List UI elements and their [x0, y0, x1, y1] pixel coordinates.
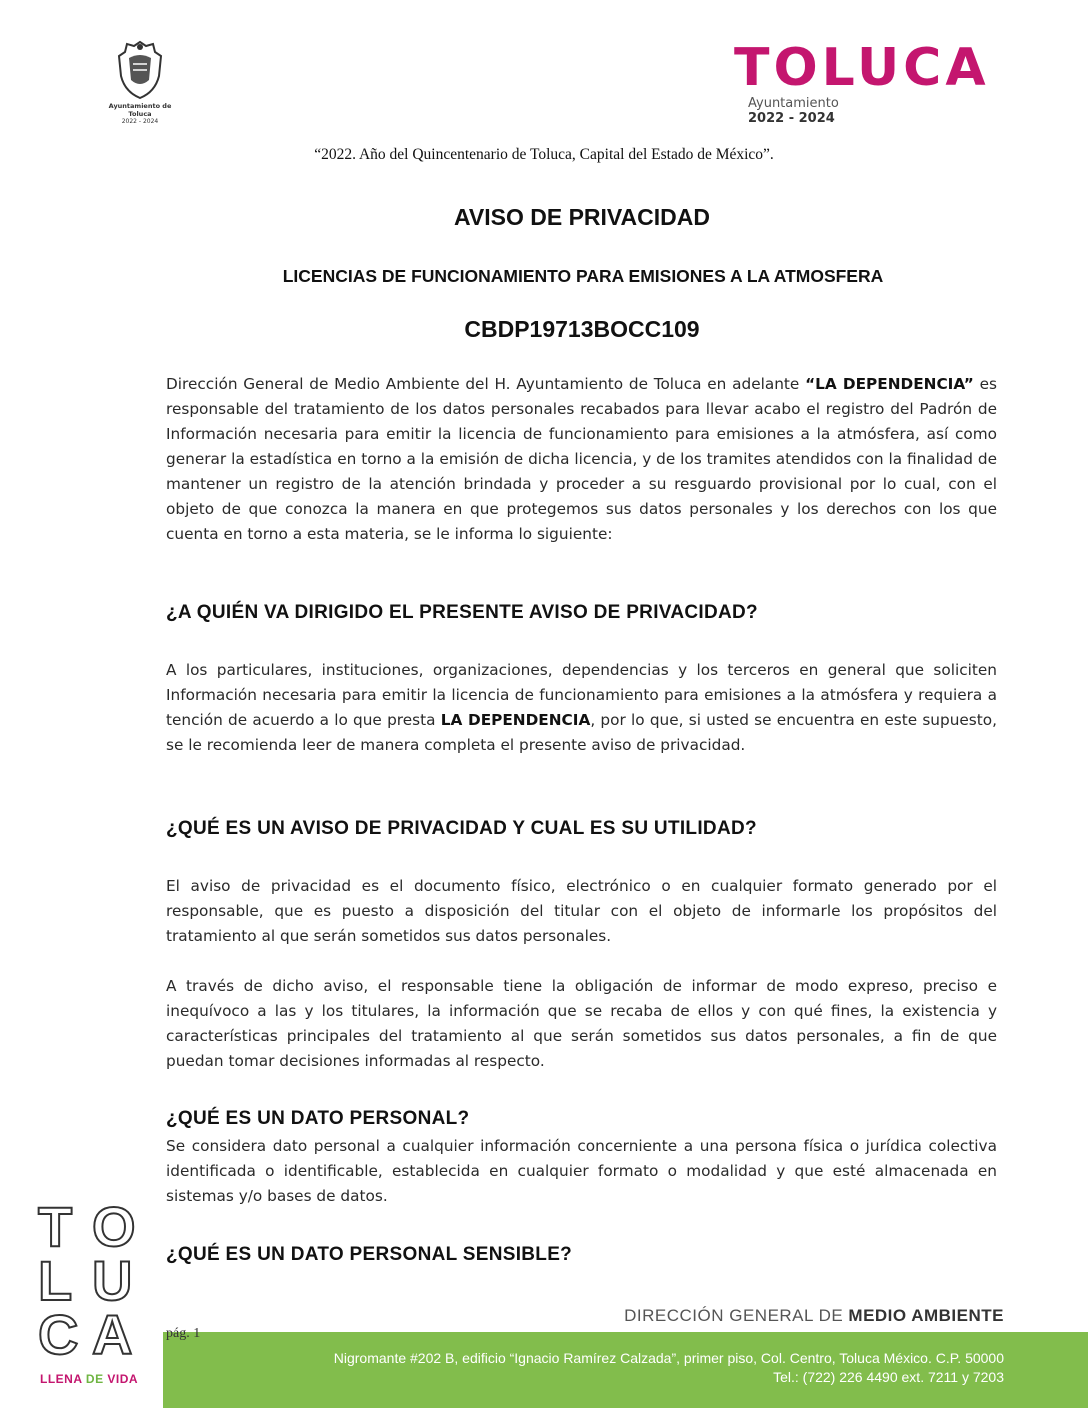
llena-de-vida-slogan [40, 1372, 138, 1386]
dirigido-text-bold: LA DEPENDENCIA [440, 711, 591, 729]
section-heading-aviso: ¿QUÉ ES UN AVISO DE PRIVACIDAD Y CUAL ES SU UTILIDAD? [166, 818, 757, 839]
document-code: CBDP19713BOCC109 [464, 316, 700, 342]
section-heading-dato-sensible: ¿QUÉ ES UN DATO PERSONAL SENSIBLE? [166, 1244, 573, 1265]
seal-emblem-icon [115, 40, 165, 102]
section-paragraph-dirigido [166, 658, 997, 758]
direction-label-pre: DIRECCIÓN GENERAL DE [624, 1306, 849, 1325]
dirigido-text-post: , por lo que, si usted se encuentra en este supuesto, se le recomienda leer de manera completa el presente aviso de privacidad. [166, 711, 998, 754]
page-number: pág. 1 [166, 1326, 201, 1341]
brand-wordmark: TOLUCA [734, 38, 990, 98]
toluca-outline-logo-icon [36, 1196, 148, 1358]
side-toluca-logo [36, 1196, 148, 1358]
dirigido-text-pre: A los particulares, instituciones, organizaciones, dependencias y los terceros en general que soliciten Información necesaria para emitir la licencia de funcionamiento para emisiones a la atmósfera y requiera a tención de acuerdo a lo que presta [166, 661, 997, 729]
section-heading-dirigido: ¿A QUIÉN VA DIRIGIDO EL PRESENTE AVISO DE PRIVACIDAD? [166, 602, 758, 623]
footer-phone: Tel.: (722) 226 4490 ext. 7211 y 7203 [773, 1369, 1004, 1385]
section-paragraph-dato-personal: Se considera dato personal a cualquier información concerniente a una persona física o jurídica colectiva identificada o identificable, establecida en cualquier formato o modalidad y que esté almacenada en sistemas y/o bases de datos. [166, 1137, 997, 1205]
side-letter-t: T [38, 1196, 73, 1258]
side-letter-a: A [92, 1303, 133, 1358]
side-letter-c: C [38, 1303, 79, 1358]
brand-subtitle: Ayuntamiento [748, 96, 839, 111]
document-title: AVISO DE PRIVACIDAD [453, 204, 710, 230]
seal-caption: Ayuntamiento de Toluca [108, 102, 172, 118]
brand-years: 2022 - 2024 [748, 111, 835, 126]
intro-text-post: es responsable del tratamiento de los datos personales recabados para llevar acabo el registro del Padrón de Información necesaria para emitir la licencia de funcionamiento para emisiones a la atmósfera, así como generar la estadística en torno a la emisión de dicha licencia, y de los tramites atendidos con la finalidad de mantener un registro de la atención brindada y proceder a su resguardo provisional por lo cual, con el objeto de que conozca la manera en que protegemos sus datos personales y los derechos con los que cuenta en torno a esta materia, se le informa lo siguiente: [166, 375, 997, 543]
slogan-vida: VIDA [107, 1372, 139, 1386]
intro-paragraph [166, 372, 997, 547]
footer-contact [163, 1349, 1004, 1387]
direction-label [604, 1306, 1004, 1326]
document-subtitle: LICENCIAS DE FUNCIONAMIENTO PARA EMISIONES A LA ATMOSFERA [282, 266, 884, 286]
slogan-llena: LLENA [40, 1372, 83, 1386]
section-paragraph-aviso-1: El aviso de privacidad es el documento físico, electrónico o en cualquier formato generado por el responsable, que es puesto a disposición del titular con el objeto de informarle los propósitos del tratamiento al que serán sometidos sus datos personales. [166, 877, 997, 945]
section-heading-dato-personal: ¿QUÉ ES UN DATO PERSONAL? [166, 1108, 470, 1129]
municipal-seal [98, 40, 182, 130]
toluca-brand-logo [734, 40, 994, 130]
side-letter-u: U [92, 1249, 133, 1312]
intro-text-pre: Dirección General de Medio Ambiente del H. Ayuntamiento de Toluca en adelante [166, 375, 806, 393]
intro-text-bold: “LA DEPENDENCIA” [805, 375, 974, 393]
motto: “2022. Año del Quincentenario de Toluca, Capital del Estado de México”. [314, 146, 774, 163]
side-letter-o: O [92, 1196, 136, 1258]
direction-label-bold: MEDIO AMBIENTE [848, 1306, 1004, 1325]
footer-address: Nigromante #202 B, edificio “Ignacio Ramírez Calzada”, primer piso, Col. Centro, Toluca México. C.P. 50000 [333, 1350, 1004, 1366]
section-paragraph-aviso-2: A través de dicho aviso, el responsable tiene la obligación de informar de modo expreso, preciso e inequívoco a las y los titulares, la información que se recaba de ellos y con qué fines, la existencia y características principales del tratamiento al que serán sometidos sus datos personales, a fin de que puedan tomar decisiones informadas al respecto. [166, 977, 997, 1070]
slogan-de: DE [85, 1372, 104, 1386]
side-letter-l: L [38, 1249, 73, 1312]
seal-years: 2022 - 2024 [121, 118, 159, 125]
